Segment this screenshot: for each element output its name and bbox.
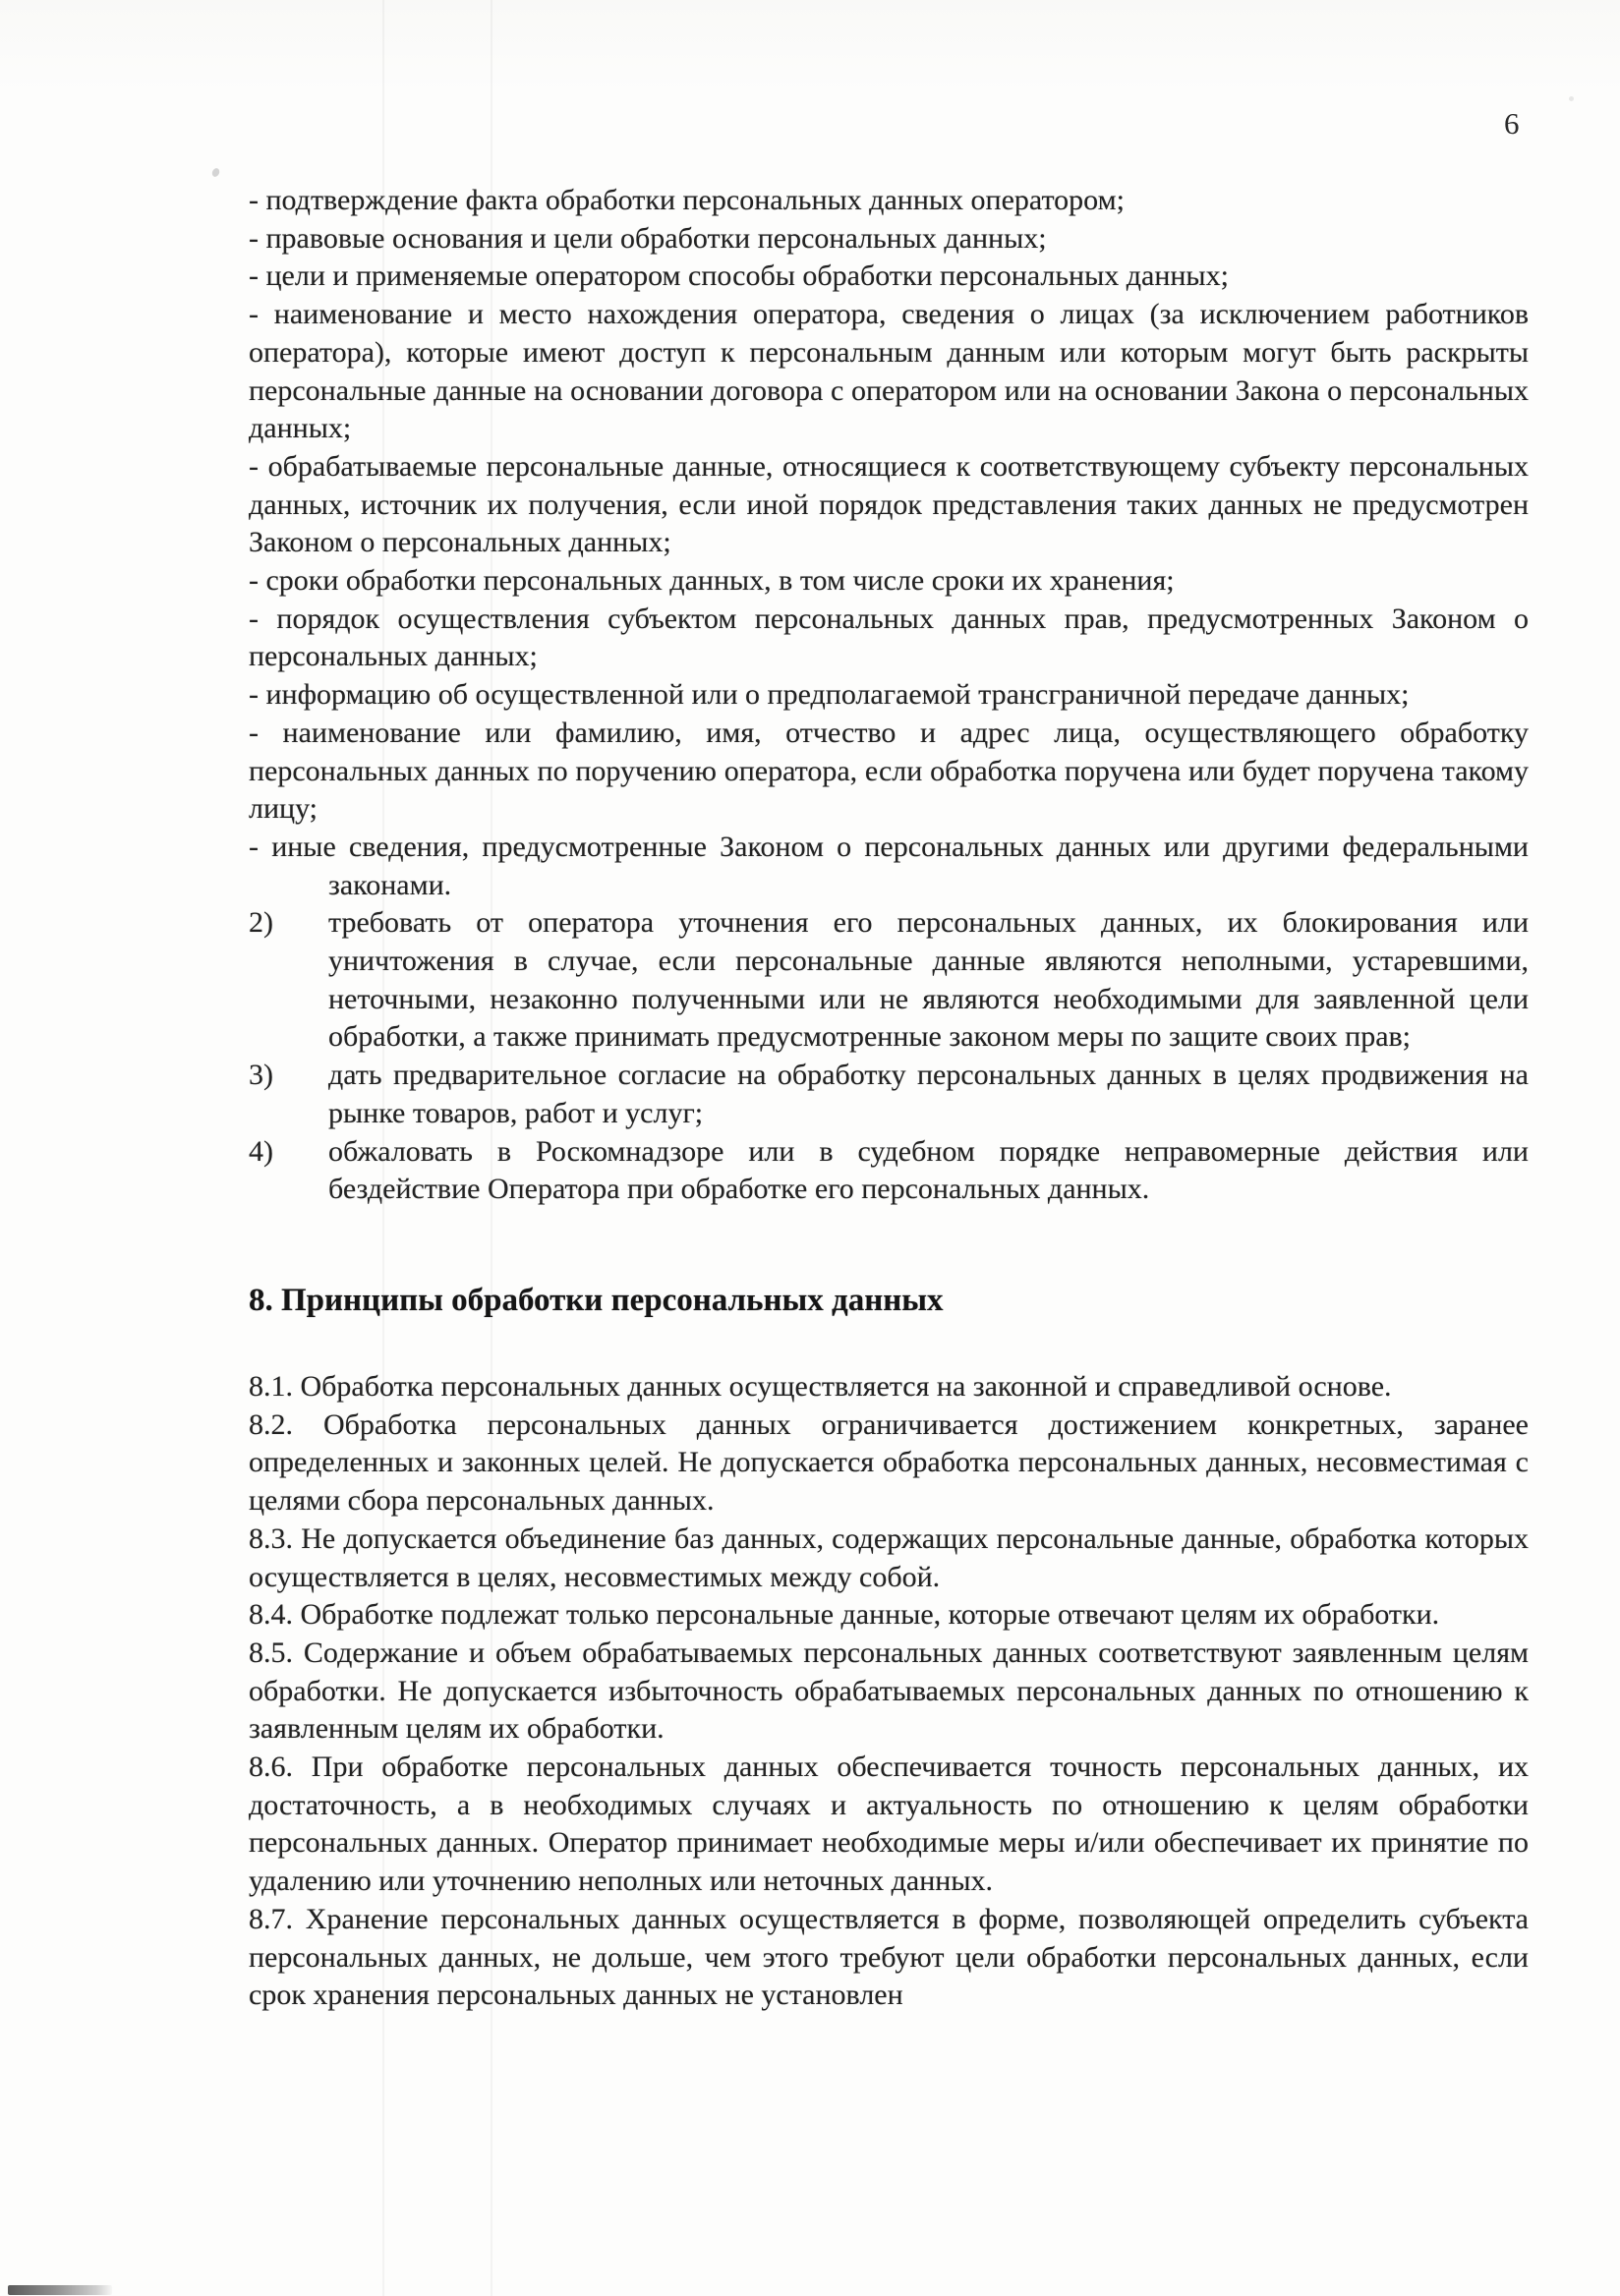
list-item-text: обжаловать в Роскомнадзоре или в судебном порядке неправомерные действия или бездействие Оператора при обработке его персональных данных.	[328, 1134, 1529, 1206]
list-item: - цели и применяемые оператором способы обработки персональных данных;	[249, 259, 1229, 293]
list-item: - наименование и место нахождения оператора, сведения о лицах (за исключением работников оператора), которые имеют доступ к персональным данным или которым могут быть раскрыты персональные данные на основании договора с оператором или на основании Закона о персональных данных;	[249, 298, 1529, 445]
paragraph: 8.5. Содержание и объем обрабатываемых персональных данных соответствуют заявленным целям обработки. Не допускается избыточность обрабатываемых персональных данных по отношению к заявленным целям их обработки.	[249, 1636, 1529, 1746]
list-item-number: 4)	[249, 1134, 273, 1168]
list-item: - обрабатываемые персональные данные, относящиеся к соответствующему субъекту персональных данных, источник их получения, если иной порядок представления таких данных не предусмотрен Законом о персональных данных;	[249, 449, 1529, 559]
paragraph: 8.2. Обработка персональных данных ограничивается достижением конкретных, заранее определенных и законных целей. Не допускается обработка персональных данных, несовместимая с целями сбора персональных данных.	[249, 1407, 1529, 1518]
scan-speck-artifact	[210, 167, 220, 178]
list-item: - порядок осуществления субъектом персональных данных прав, предусмотренных Законом о персональных данных;	[249, 602, 1529, 673]
paragraph: 8.7. Хранение персональных данных осуществляется в форме, позволяющей определить субъекта персональных данных, не дольше, чем этого требуют цели обработки персональных данных, если срок хранения персональных данных не установлен	[249, 1902, 1529, 2012]
scan-smudge-artifact	[8, 2285, 112, 2295]
section-heading: 8. Принципы обработки персональных данных	[249, 1282, 944, 1318]
list-item-number: 3)	[249, 1059, 273, 1092]
list-item-number: 2)	[249, 906, 273, 940]
list-item-text: требовать от оператора уточнения его персональных данных, их блокирования или уничтожения в случае, если персональные данные являются неполными, устаревшими, неточными, незаконно полученными или не являются необходимыми для заявленной цели обработки, а также принимать предусмотренные законом меры по защите своих прав;	[328, 906, 1529, 1054]
paragraph: 8.1. Обработка персональных данных осуществляется на законной и справедливой основе.	[249, 1369, 1392, 1403]
scan-speck-artifact	[1569, 96, 1574, 101]
list-item: - правовые основания и цели обработки персональных данных;	[249, 221, 1047, 255]
numbered-list-item	[249, 1057, 1529, 1132]
page-number: 6	[1504, 106, 1520, 141]
list-item: - подтверждение факта обработки персональных данных оператором;	[249, 184, 1125, 216]
list-item: - иные сведения, предусмотренные Законом о персональных данных или другими федеральными законами.	[249, 830, 1529, 901]
list-item: - наименование или фамилию, имя, отчество и адрес лица, осуществляющего обработку персональных данных по поручению оператора, если обработка поручена или будет поручена такому лицу;	[249, 716, 1529, 826]
document-body	[249, 182, 1529, 2015]
paragraph: 8.3. Не допускается объединение баз данных, содержащих персональные данные, обработка которых осуществляется в целях, несовместимых между собой.	[249, 1521, 1529, 1593]
list-item: - информацию об осуществленной или о предполагаемой трансграничной передаче данных;	[249, 678, 1410, 712]
scan-streak-artifact	[491, 0, 492, 2296]
list-item: - сроки обработки персональных данных, в том числе сроки их хранения;	[249, 564, 1175, 598]
scan-streak-artifact	[382, 0, 384, 2296]
numbered-list-item	[249, 904, 1529, 1057]
paragraph: 8.4. Обработке подлежат только персональные данные, которые отвечают целям их обработки.	[249, 1598, 1440, 1632]
paragraph: 8.6. При обработке персональных данных обеспечивается точность персональных данных, их достаточность, а в необходимых случаях и актуальность по отношению к целям обработки персональных данных. Оператор принимает необходимые меры и/или обеспечивает их принятие по удалению или уточнению неполных или неточных данных.	[249, 1751, 1529, 1898]
list-item-text: дать предварительное согласие на обработку персональных данных в целях продвижения на рынке товаров, работ и услуг;	[328, 1059, 1529, 1129]
numbered-list-item	[249, 1133, 1529, 1209]
